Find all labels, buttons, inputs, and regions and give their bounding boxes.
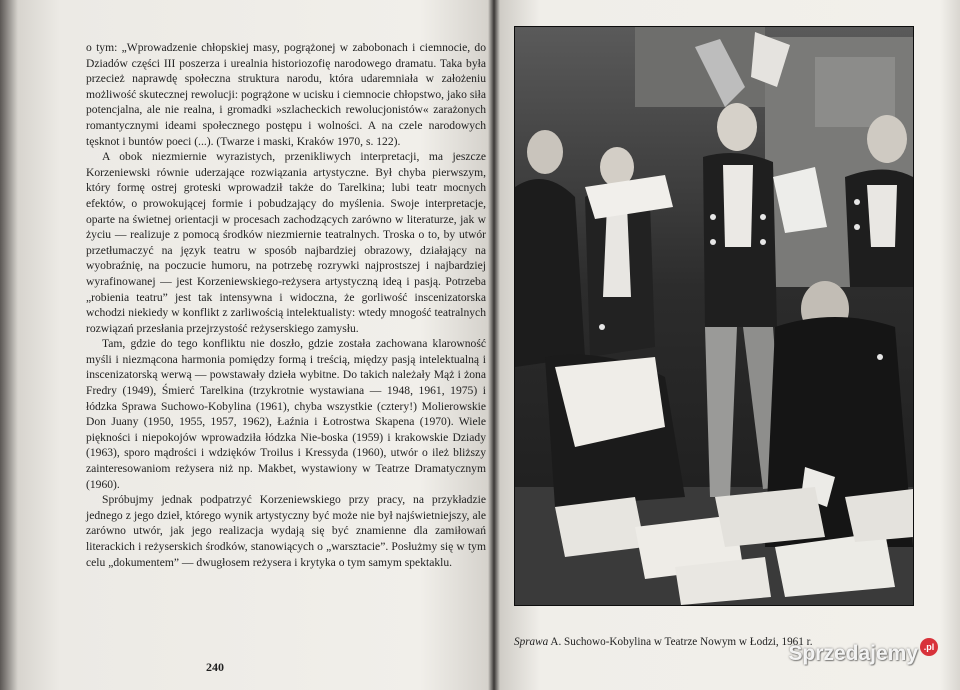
caption-title: Sprawa [514,636,549,648]
page-number: 240 [206,660,224,674]
left-page [28,0,494,690]
right-page [494,0,960,690]
watermark-logo [788,638,938,666]
stage-photo-illustration [515,27,913,605]
watermark-badge: .pl [920,638,938,656]
paragraph-1: o tym: „Wprowadzenie chłopskiej masy, pogrążonej w zabobonach i ciemnocie, do Dziadów części III poszerza i urealnia historiozofię narodowego dramatu. Taka była przecież naprawdę społeczna struktura narodu, która udaremniała w założeniu możliwość skutecznej rewolucji: pogrążone w ucisku i ciemnocie chłopstwo, jako siła potencjalna, ale nie realna, i gromadki »szlacheckich rewolucjonistów« zarażonych romantycznymi ideami społecznego postępu i wolności. A na czele narodowych tęsknot i buntów poeci (...). (Twarze i maski, Kraków 1970, s. 122). [86,41,486,148]
stage-photo [514,26,914,606]
body-text [86,40,486,570]
watermark-text: Sprzedajemy [788,642,918,665]
caption-text: A. Suchowo-Kobylina w Teatrze Nowym w Łodzi, 1961 r. [548,636,813,648]
paragraph-2: A obok niezmiernie wyrazistych, przenikliwych interpretacji, ma jeszcze Korzeniewski równie uderzające rozwiązania artystyczne. Był chyba pierwszym, który formę ostrej groteski wprowadził także do Tarelkina; lubi teatr mocnych efektów, o prowokującej formie i pobudzający do myślenia. Swoje interpretacje, oparte na świetnej orientacji w procesach zachodzących zarówno w literaturze, jak w życiu — realizuje z pomocą środków niezmiernie teatralnych. Troska o to, by utwór przetłumaczyć na język teatru w sposób najbardziej obrazowy, działający na wyobraźnię, na poczucie humoru, na potrzebę rozrywki najprostszej i najbardziej wyrafinowanej — jest Korzeniewskiego-reżysera artystyczną ideą i pasją. Potrzeba „robienia teatru” jest tak intensywna i widoczna, że gorliwość inscenizatorska wchodzi niekiedy w konflikt z zarliwością intelektualisty: wtedy mnogość teatralnych rozwiązań przesłania przejrzystość reżyserskiego zamysłu. [86,150,486,335]
paragraph-4: Spróbujmy jednak podpatrzyć Korzeniewskiego przy pracy, na przykładzie jednego z jego dzieł, którego wynik artystyczny być może nie był najświetniejszy, ale zarówno utwór, jak jego realizacja wydają się być znamienne dla zamiłowań literackich i reżyserskich środków, stanowiących o „warsztacie”. Posłużmy się w tym celu „dokumentem” — dwugłosem reżysera i krytyka o tym samym spektaklu. [86,493,486,569]
paragraph-3: Tam, gdzie do tego konfliktu nie doszło, gdzie została zachowana klarowność myśli i niezmącona harmonia pomiędzy formą i treścią, między pasją intelektualną i inscenizatorską werwą — powstawały dzieła wybitne. Do takich należały Mąż i żona Fredry (1949), Śmierć Tarelkina (trzykrotnie wystawiana — 1948, 1961, 1975) i łódzka Sprawa Suchowo-Kobylina (1961), chyba wszystkie (cztery!) Molierowskie Don Juany (1950, 1955, 1957, 1962), Łaźnia i Łotrostwa Skapena (1970). Wiele piękności i niepokojów wprowadziła łódzka Nie-boska (1959) i krakowskie Dziady (1963), sporo mądrości i wdzięków Troilus i Kressyda (1960), utwór o ileż bliższy zainteresowaniom reżysera niż np. Makbet, wystawiony w Teatrze Dramatycznym (1960). [86,337,486,491]
